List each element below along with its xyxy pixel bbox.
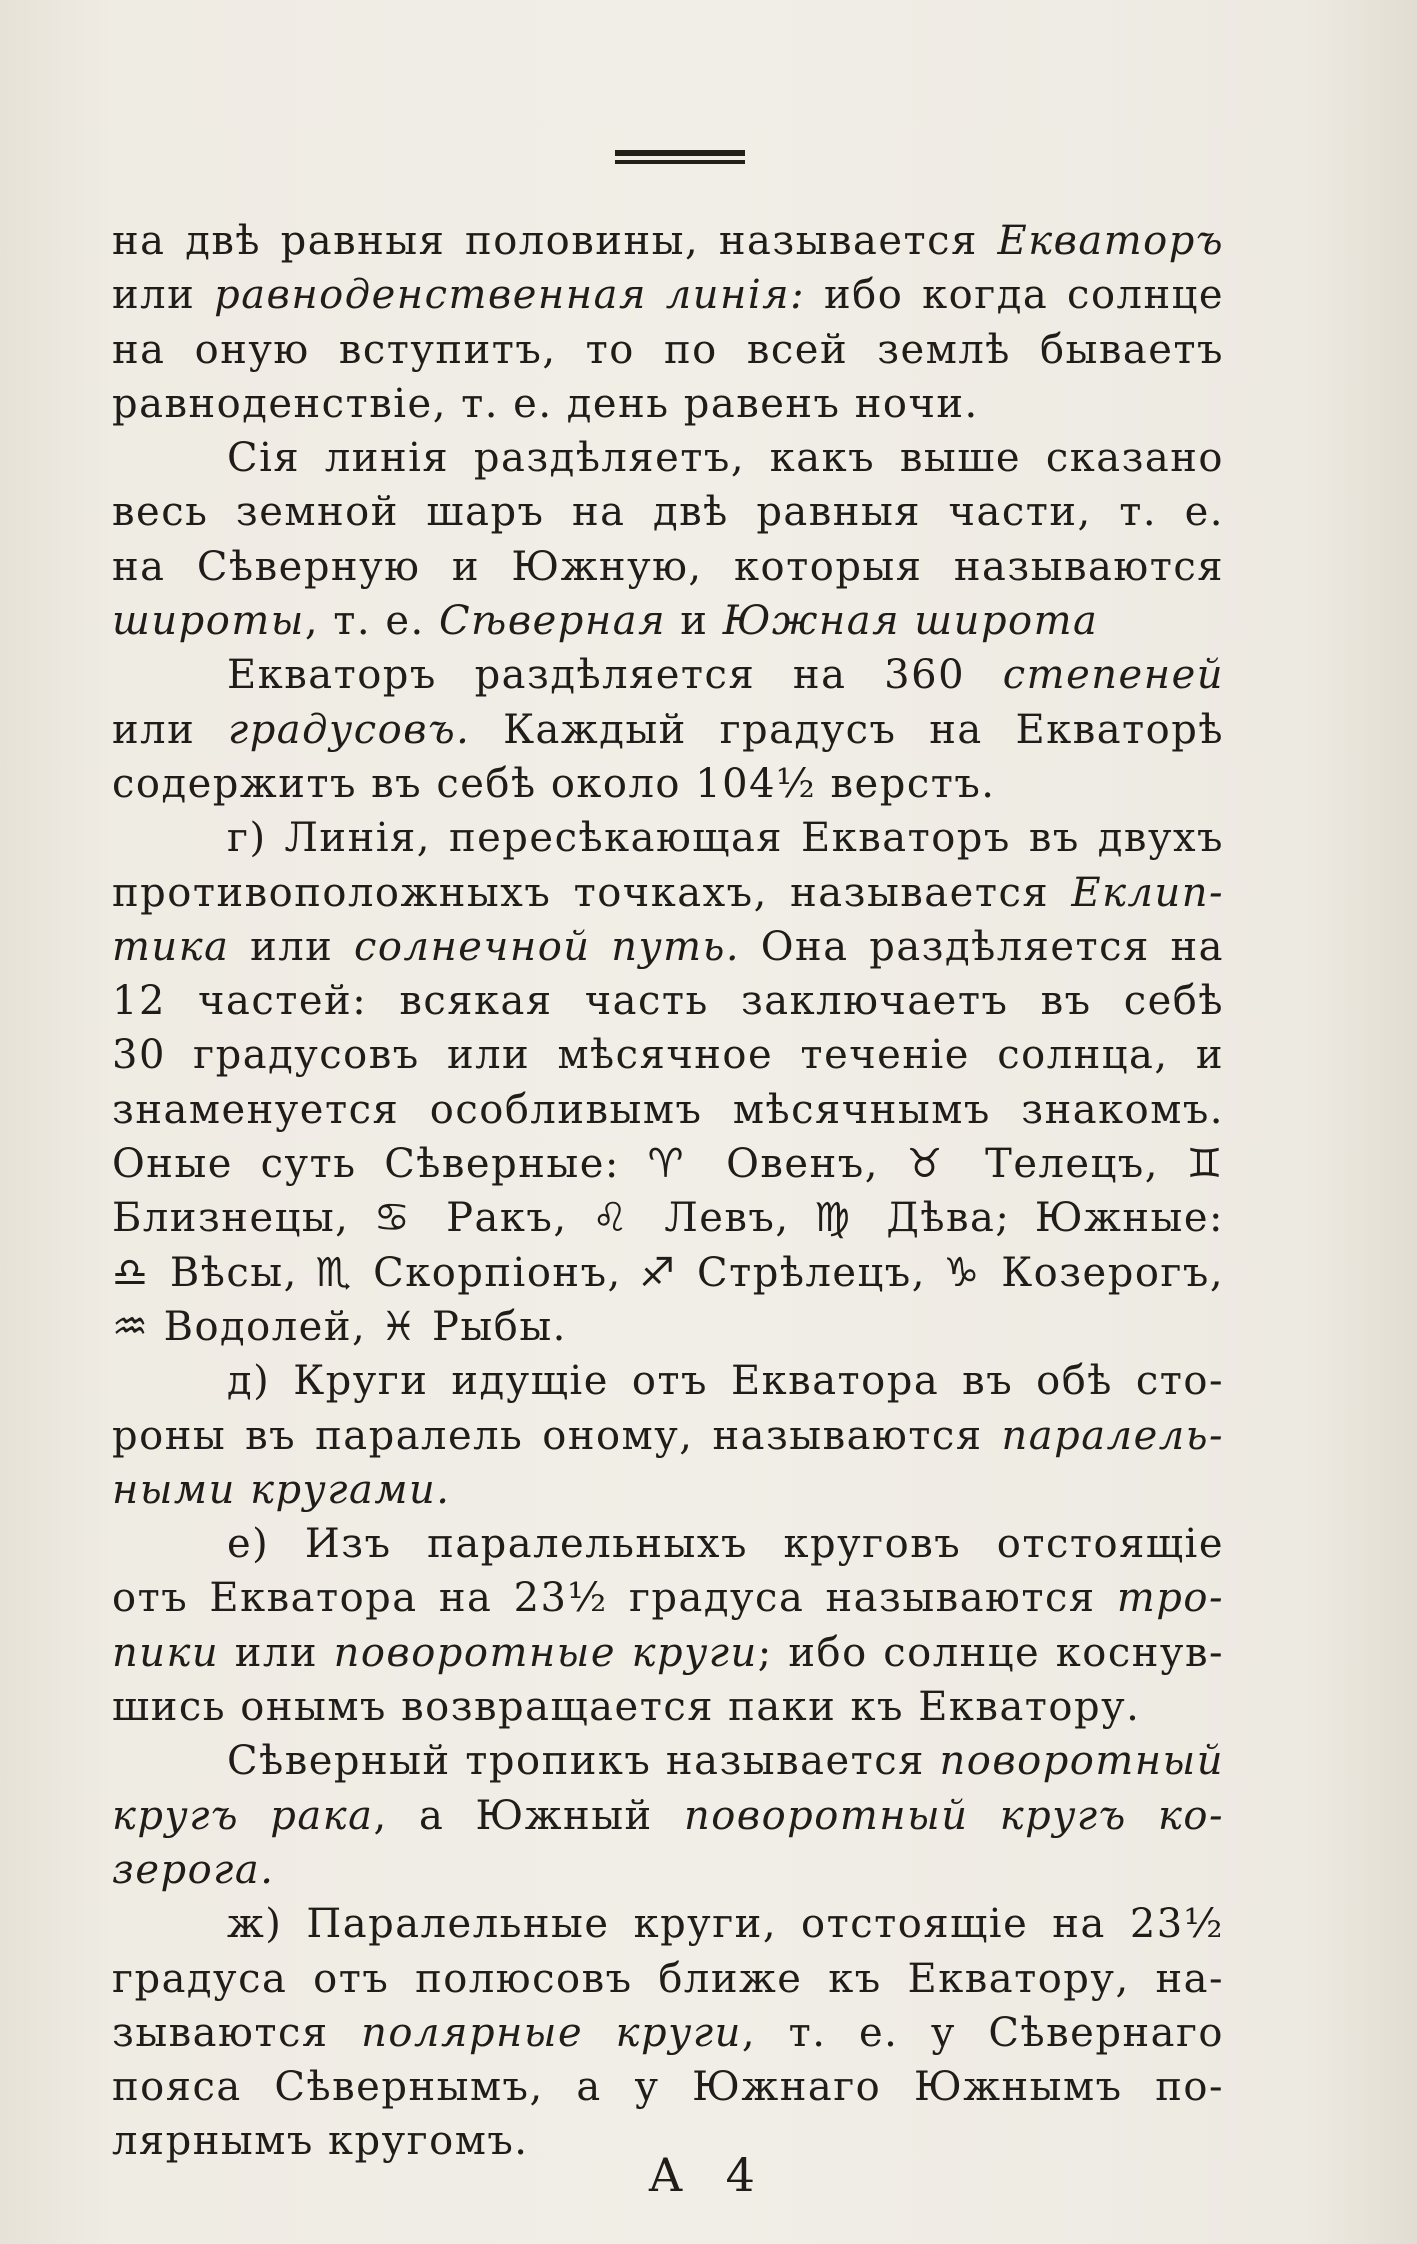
text-line: на оную вступитъ, то по всей землѣ бываетъ (112, 326, 1224, 373)
text-line: на Сѣверную и Южную, которыя называются (112, 543, 1224, 590)
text-line: ными кругами. (112, 1466, 451, 1513)
zodiac-sign-icon: ♍ (814, 1195, 862, 1242)
text-line: содержитъ въ себѣ около 104½ верстъ. (112, 760, 996, 807)
text-line: противоположныхъ точкахъ, называется Еклип- (112, 869, 1224, 916)
text-line: 12 частей: всякая часть заключаетъ въ себѣ (112, 978, 1224, 1025)
paragraph (112, 648, 1224, 811)
paragraph (112, 214, 1224, 431)
body-text (112, 214, 1224, 2169)
zodiac-sign-icon: ♑ (943, 1249, 984, 1296)
text-line: широты, т. е. Сѣверная и Южная широта (112, 598, 1099, 645)
paragraph (112, 1897, 1224, 2168)
text-line: тика или солнечной путь. Она раздѣляется на (112, 923, 1224, 970)
zodiac-sign-icon: ♊ (1186, 1141, 1225, 1188)
text-line: Сія линія раздѣляетъ, какъ выше сказано (227, 435, 1224, 482)
page-number: А 4 (648, 2148, 769, 2202)
paragraph (112, 1517, 1224, 1734)
text-line: е) Изъ паралельныхъ круговъ отстоящіе (227, 1521, 1224, 1568)
header-rule (615, 150, 745, 168)
text-line: градуса отъ полюсовъ ближе къ Екватору, на- (112, 1955, 1224, 2002)
zodiac-sign-icon: ♉ (906, 1141, 958, 1188)
text-line: равноденствіе, т. е. день равенъ ночи. (112, 380, 979, 427)
text-line: ж) Паралельные круги, отстоящіе на 23½ (227, 1901, 1224, 1948)
text-line: Сѣверный тропикъ называется поворотный (227, 1738, 1224, 1785)
text-line: пояса Сѣвернымъ, а у Южнаго Южнымъ по- (112, 2064, 1224, 2111)
text-line: Оные суть Сѣверные: ♈ Овенъ, ♉ Телецъ, ♊ (112, 1141, 1225, 1188)
text-line: лярнымъ кругомъ. (112, 2118, 529, 2165)
text-line: кругъ рака, а Южный поворотный кругъ ко- (112, 1792, 1224, 1839)
text-line: на двѣ равныя половины, называется Екваторъ (112, 218, 1224, 264)
text-line: или равноденственная линія: ибо когда солнце (112, 272, 1224, 319)
zodiac-sign-icon: ♋ (373, 1195, 422, 1242)
text-line: зываются полярные круги, т. е. у Сѣвернаго (112, 2009, 1224, 2056)
text-line: пики или поворотные круги; ибо солнце коснув- (112, 1629, 1224, 1676)
text-line: отъ Екватора на 23½ градуса называются тро- (112, 1575, 1224, 1622)
paragraph (112, 811, 1224, 1354)
text-line: или градусовъ. Каждый градусъ на Екваторѣ (112, 706, 1224, 753)
paragraph (112, 431, 1224, 648)
text-line: г) Линія, пересѣкающая Екваторъ въ двухъ (227, 815, 1224, 862)
text-line: шись онымъ возвращается паки къ Екватору. (112, 1684, 1141, 1731)
zodiac-sign-icon: ♎ (112, 1249, 153, 1296)
zodiac-sign-icon: ♈ (647, 1141, 699, 1188)
paragraph (112, 1734, 1224, 1897)
paragraph (112, 1354, 1224, 1517)
text-line: д) Круги идущіе отъ Екватора въ обѣ сто- (227, 1358, 1224, 1405)
text-line: роны въ паралель оному, называются паралель- (112, 1412, 1224, 1459)
text-line: ♒ Водолей, ♓ Рыбы. (112, 1303, 567, 1350)
zodiac-sign-icon: ♏ (315, 1249, 356, 1296)
text-line: зерога. (112, 1846, 275, 1893)
text-line: 30 градусовъ или мѣсячное теченіе солнца, и (112, 1032, 1224, 1079)
zodiac-sign-icon: ♐ (639, 1249, 680, 1296)
text-line: весь земной шаръ на двѣ равныя части, т. е. (112, 489, 1224, 536)
text-line: ♎ Вѣсы, ♏ Скорпіонъ, ♐ Стрѣлецъ, ♑ Козерогъ, (112, 1249, 1225, 1296)
text-line: знаменуется особливымъ мѣсячнымъ знакомъ. (112, 1086, 1224, 1133)
zodiac-sign-icon: ♒ (112, 1303, 150, 1350)
zodiac-sign-icon: ♓ (380, 1303, 418, 1350)
text-line: Екваторъ раздѣляется на 360 степеней (227, 652, 1224, 699)
zodiac-sign-icon: ♌ (592, 1195, 640, 1242)
text-line: Близнецы, ♋ Ракъ, ♌ Левъ, ♍ Дѣва; Южные: (112, 1195, 1225, 1242)
